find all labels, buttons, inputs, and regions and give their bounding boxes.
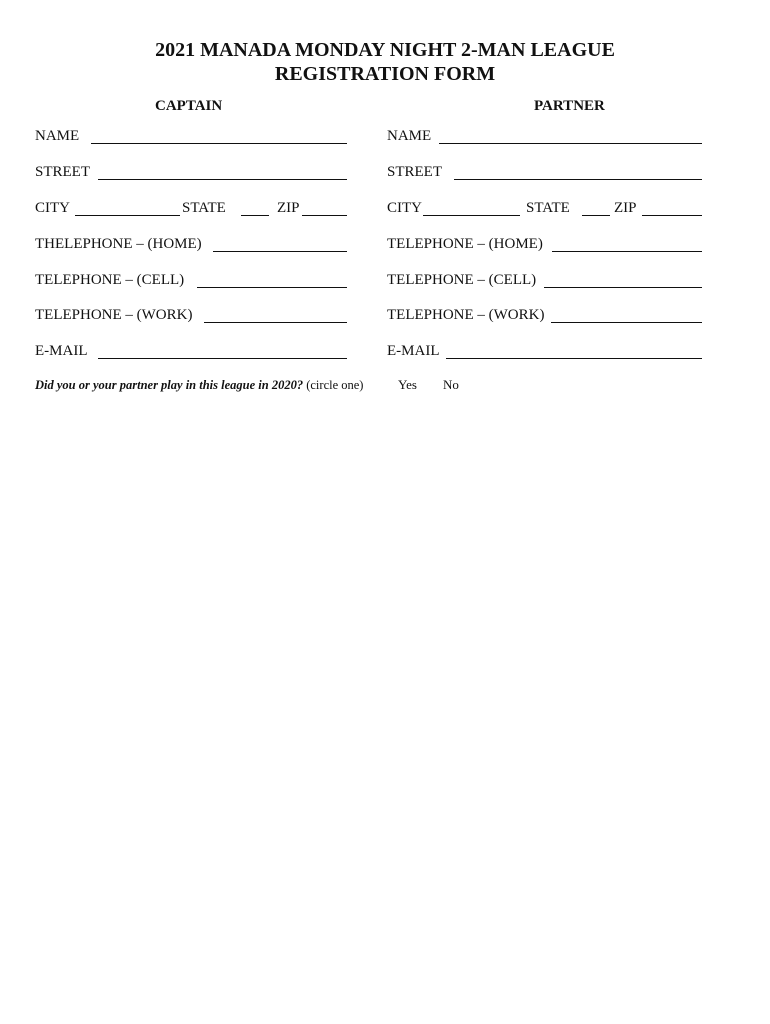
partner-name-label: NAME bbox=[387, 128, 432, 144]
partner-street-row bbox=[0, 163, 770, 181]
partner-phone-work-row bbox=[0, 306, 770, 324]
captain-city-label: CITY bbox=[35, 200, 70, 216]
partner-phone-cell-field[interactable] bbox=[544, 287, 702, 288]
captain-phone-work-label: TELEPHONE – (WORK) bbox=[35, 307, 193, 323]
partner-city-row bbox=[0, 199, 770, 217]
partner-zip-field[interactable] bbox=[642, 215, 702, 216]
form-title-line1: 2021 MANADA MONDAY NIGHT 2-MAN LEAGUE bbox=[155, 39, 615, 61]
partner-name-field[interactable] bbox=[439, 143, 702, 144]
partner-phone-work-field[interactable] bbox=[551, 322, 702, 323]
partner-phone-cell-label: TELEPHONE – (CELL) bbox=[387, 272, 537, 288]
partner-state-label: STATE bbox=[526, 200, 570, 216]
prior-season-question-text: Did you or your partner play in this league in 2020? bbox=[35, 378, 304, 392]
partner-street-label: STREET bbox=[387, 164, 442, 180]
captain-phone-cell-label: TELEPHONE – (CELL) bbox=[35, 272, 185, 288]
prior-season-question-note: (circle one) bbox=[306, 378, 364, 392]
partner-phone-home-label: TELEPHONE – (HOME) bbox=[387, 236, 543, 252]
captain-heading: CAPTAIN bbox=[155, 98, 223, 114]
partner-phone-work-label: TELEPHONE – (WORK) bbox=[387, 307, 545, 323]
partner-heading: PARTNER bbox=[534, 98, 605, 114]
partner-email-field[interactable] bbox=[446, 358, 702, 359]
partner-phone-cell-row bbox=[0, 271, 770, 289]
captain-phone-home-label: THELEPHONE – (HOME) bbox=[35, 236, 202, 252]
partner-phone-home-field[interactable] bbox=[552, 251, 702, 252]
partner-phone-home-row bbox=[0, 235, 770, 253]
captain-street-label: STREET bbox=[35, 164, 90, 180]
partner-city-label: CITY bbox=[387, 200, 422, 216]
option-yes[interactable]: Yes bbox=[398, 377, 417, 392]
captain-name-label: NAME bbox=[35, 128, 80, 144]
partner-name-row bbox=[0, 127, 770, 145]
form-title-line2: REGISTRATION FORM bbox=[274, 63, 496, 85]
captain-zip-label: ZIP bbox=[277, 200, 300, 216]
partner-email-row bbox=[0, 342, 770, 360]
partner-street-field[interactable] bbox=[454, 179, 702, 180]
captain-state-label: STATE bbox=[182, 200, 226, 216]
captain-email-label: E-MAIL bbox=[35, 343, 88, 359]
option-no[interactable]: No bbox=[443, 377, 459, 392]
prior-season-question bbox=[35, 377, 363, 393]
partner-zip-label: ZIP bbox=[614, 200, 637, 216]
partner-state-field[interactable] bbox=[582, 215, 610, 216]
partner-city-field[interactable] bbox=[423, 215, 520, 216]
partner-email-label: E-MAIL bbox=[387, 343, 440, 359]
